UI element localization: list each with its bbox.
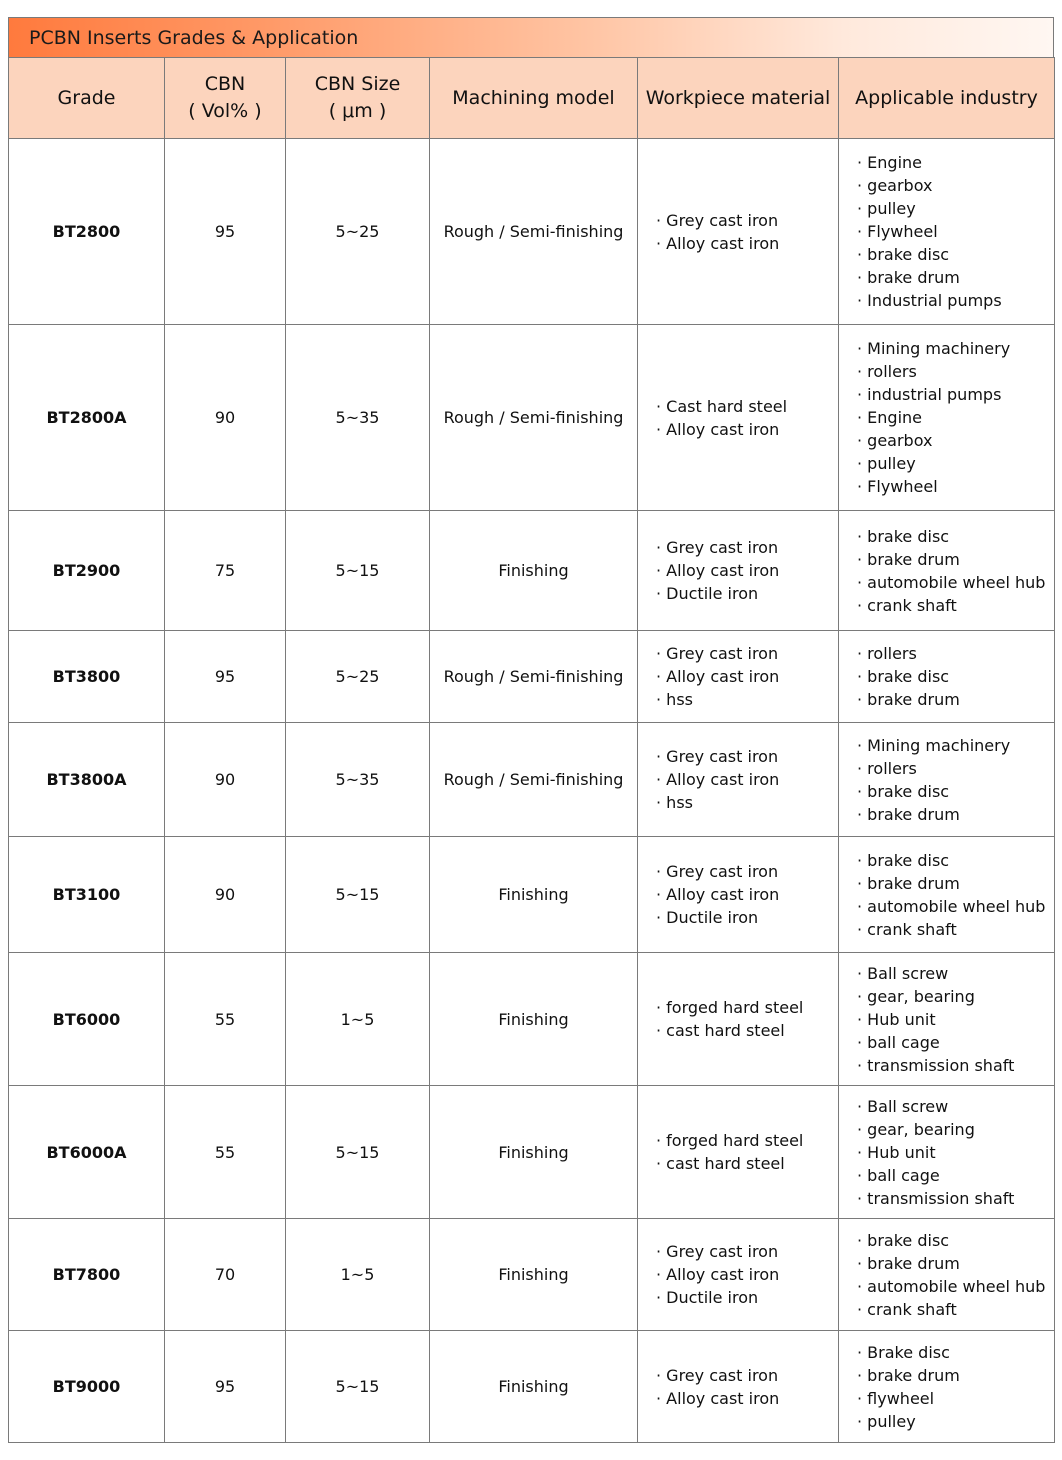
list-item: · Ball screw: [857, 962, 1054, 985]
list-item: · Flywheel: [857, 220, 1054, 243]
grade-cell: BT2800: [9, 139, 165, 325]
list-item: · Alloy cast iron: [656, 883, 838, 906]
material-list: [656, 1240, 838, 1309]
list-item: · Alloy cast iron: [656, 559, 838, 582]
cbn-cell: 55: [165, 953, 286, 1086]
grade-cell: BT3800: [9, 631, 165, 723]
list-item: · gear, bearing: [857, 985, 1054, 1008]
list-item: · Cast hard steel: [656, 395, 838, 418]
table-row: [9, 723, 1055, 837]
list-item: · Grey cast iron: [656, 1240, 838, 1263]
list-item: · automobile wheel hub: [857, 1275, 1054, 1298]
table-title: PCBN Inserts Grades & Application: [8, 17, 1054, 57]
header-machining-model: Machining model: [430, 58, 638, 139]
list-item: · Mining machinery: [857, 734, 1054, 757]
list-item: · Grey cast iron: [656, 536, 838, 559]
cbn-cell: 90: [165, 723, 286, 837]
material-list: [656, 1364, 838, 1410]
list-item: · rollers: [857, 360, 1054, 383]
workpiece-material-cell: [638, 953, 839, 1086]
grade-cell: BT7800: [9, 1219, 165, 1331]
machining-model-cell: Rough / Semi-finishing: [430, 631, 638, 723]
list-item: · automobile wheel hub: [857, 571, 1054, 594]
machining-model-cell: Finishing: [430, 837, 638, 953]
list-item: · gearbox: [857, 429, 1054, 452]
workpiece-material-cell: [638, 1219, 839, 1331]
grade-cell: BT6000: [9, 953, 165, 1086]
workpiece-material-cell: [638, 511, 839, 631]
workpiece-material-cell: [638, 631, 839, 723]
cbn-cell: 95: [165, 631, 286, 723]
list-item: · Alloy cast iron: [656, 768, 838, 791]
list-item: · brake drum: [857, 1364, 1054, 1387]
table-row: [9, 511, 1055, 631]
machining-model-cell: Rough / Semi-finishing: [430, 139, 638, 325]
applicable-industry-cell: [839, 139, 1055, 325]
list-item: · brake drum: [857, 688, 1054, 711]
cbn-size-cell: 1~5: [286, 953, 430, 1086]
machining-model-cell: Finishing: [430, 1331, 638, 1443]
cbn-size-cell: 5~15: [286, 1331, 430, 1443]
list-item: · Alloy cast iron: [656, 1387, 838, 1410]
applicable-industry-cell: [839, 1219, 1055, 1331]
grade-cell: BT3800A: [9, 723, 165, 837]
table-body: [9, 139, 1055, 1443]
table-row: [9, 953, 1055, 1086]
list-item: · Grey cast iron: [656, 745, 838, 768]
list-item: · gear, bearing: [857, 1118, 1054, 1141]
industry-list: [857, 642, 1054, 711]
industry-list: [857, 525, 1054, 617]
list-item: · Industrial pumps: [857, 289, 1054, 312]
cbn-size-cell: 5~15: [286, 837, 430, 953]
list-item: · brake drum: [857, 1252, 1054, 1275]
table-row: [9, 325, 1055, 511]
cbn-cell: 70: [165, 1219, 286, 1331]
list-item: · pulley: [857, 452, 1054, 475]
industry-list: [857, 1341, 1054, 1433]
list-item: · brake drum: [857, 548, 1054, 571]
cbn-cell: 75: [165, 511, 286, 631]
list-item: · brake disc: [857, 1229, 1054, 1252]
grades-table: [8, 57, 1055, 1443]
cbn-size-cell: 5~35: [286, 723, 430, 837]
cbn-size-cell: 5~25: [286, 631, 430, 723]
list-item: · brake disc: [857, 665, 1054, 688]
list-item: · transmission shaft: [857, 1054, 1054, 1077]
cbn-cell: 95: [165, 1331, 286, 1443]
list-item: · ball cage: [857, 1031, 1054, 1054]
machining-model-cell: Finishing: [430, 1219, 638, 1331]
list-item: · Mining machinery: [857, 337, 1054, 360]
list-item: · pulley: [857, 197, 1054, 220]
cbn-size-cell: 5~35: [286, 325, 430, 511]
applicable-industry-cell: [839, 723, 1055, 837]
cbn-cell: 90: [165, 325, 286, 511]
grade-cell: BT3100: [9, 837, 165, 953]
grades-table-container: [8, 17, 1054, 1443]
workpiece-material-cell: [638, 837, 839, 953]
list-item: · Flywheel: [857, 475, 1054, 498]
cbn-size-cell: 5~15: [286, 1086, 430, 1219]
cbn-size-cell: 5~25: [286, 139, 430, 325]
workpiece-material-cell: [638, 325, 839, 511]
applicable-industry-cell: [839, 837, 1055, 953]
industry-list: [857, 337, 1054, 498]
machining-model-cell: Finishing: [430, 953, 638, 1086]
list-item: · Ductile iron: [656, 1286, 838, 1309]
list-item: · gearbox: [857, 174, 1054, 197]
list-item: · Grey cast iron: [656, 1364, 838, 1387]
machining-model-cell: Finishing: [430, 1086, 638, 1219]
list-item: · Alloy cast iron: [656, 665, 838, 688]
material-list: [656, 642, 838, 711]
header-applicable-industry: Applicable industry: [839, 58, 1055, 139]
cbn-cell: 95: [165, 139, 286, 325]
list-item: · Engine: [857, 151, 1054, 174]
list-item: · Hub unit: [857, 1008, 1054, 1031]
table-row: [9, 631, 1055, 723]
list-item: · forged hard steel: [656, 1129, 838, 1152]
list-item: · forged hard steel: [656, 996, 838, 1019]
table-row: [9, 139, 1055, 325]
table-row: [9, 1331, 1055, 1443]
list-item: · Ductile iron: [656, 582, 838, 605]
list-item: · brake disc: [857, 243, 1054, 266]
list-item: · Grey cast iron: [656, 642, 838, 665]
machining-model-cell: Rough / Semi-finishing: [430, 325, 638, 511]
material-list: [656, 996, 838, 1042]
grade-cell: BT9000: [9, 1331, 165, 1443]
applicable-industry-cell: [839, 1331, 1055, 1443]
applicable-industry-cell: [839, 1086, 1055, 1219]
list-item: · Grey cast iron: [656, 860, 838, 883]
machining-model-cell: Finishing: [430, 511, 638, 631]
list-item: · Alloy cast iron: [656, 418, 838, 441]
list-item: · Grey cast iron: [656, 209, 838, 232]
list-item: · industrial pumps: [857, 383, 1054, 406]
list-item: · brake disc: [857, 525, 1054, 548]
list-item: · brake disc: [857, 780, 1054, 803]
applicable-industry-cell: [839, 325, 1055, 511]
list-item: · Alloy cast iron: [656, 1263, 838, 1286]
header-cbn: CBN ( Vol% ): [165, 58, 286, 139]
industry-list: [857, 151, 1054, 312]
list-item: · brake drum: [857, 266, 1054, 289]
industry-list: [857, 1095, 1054, 1210]
list-item: · transmission shaft: [857, 1187, 1054, 1210]
list-item: · hss: [656, 791, 838, 814]
list-item: · brake drum: [857, 803, 1054, 826]
grade-cell: BT2800A: [9, 325, 165, 511]
list-item: · pulley: [857, 1410, 1054, 1433]
list-item: · Ball screw: [857, 1095, 1054, 1118]
list-item: · flywheel: [857, 1387, 1054, 1410]
table-row: [9, 837, 1055, 953]
machining-model-cell: Rough / Semi-finishing: [430, 723, 638, 837]
workpiece-material-cell: [638, 723, 839, 837]
material-list: [656, 860, 838, 929]
table-row: [9, 1086, 1055, 1219]
industry-list: [857, 962, 1054, 1077]
list-item: · crank shaft: [857, 594, 1054, 617]
applicable-industry-cell: [839, 953, 1055, 1086]
list-item: · Alloy cast iron: [656, 232, 838, 255]
cbn-size-cell: 1~5: [286, 1219, 430, 1331]
grade-cell: BT2900: [9, 511, 165, 631]
industry-list: [857, 849, 1054, 941]
list-item: · crank shaft: [857, 1298, 1054, 1321]
material-list: [656, 209, 838, 255]
applicable-industry-cell: [839, 511, 1055, 631]
list-item: · cast hard steel: [656, 1019, 838, 1042]
material-list: [656, 395, 838, 441]
header-grade: Grade: [9, 58, 165, 139]
material-list: [656, 536, 838, 605]
list-item: · hss: [656, 688, 838, 711]
list-item: · Brake disc: [857, 1341, 1054, 1364]
list-item: · ball cage: [857, 1164, 1054, 1187]
cbn-size-cell: 5~15: [286, 511, 430, 631]
list-item: · crank shaft: [857, 918, 1054, 941]
workpiece-material-cell: [638, 1331, 839, 1443]
grade-cell: BT6000A: [9, 1086, 165, 1219]
list-item: · Ductile iron: [656, 906, 838, 929]
list-item: · cast hard steel: [656, 1152, 838, 1175]
list-item: · rollers: [857, 642, 1054, 665]
header-workpiece-material: Workpiece material: [638, 58, 839, 139]
workpiece-material-cell: [638, 139, 839, 325]
list-item: · automobile wheel hub: [857, 895, 1054, 918]
industry-list: [857, 1229, 1054, 1321]
header-cbn-size: CBN Size ( μm ): [286, 58, 430, 139]
workpiece-material-cell: [638, 1086, 839, 1219]
table-row: [9, 1219, 1055, 1331]
list-item: · brake drum: [857, 872, 1054, 895]
applicable-industry-cell: [839, 631, 1055, 723]
header-row: [9, 58, 1055, 139]
cbn-cell: 55: [165, 1086, 286, 1219]
cbn-cell: 90: [165, 837, 286, 953]
list-item: · brake disc: [857, 849, 1054, 872]
list-item: · rollers: [857, 757, 1054, 780]
list-item: · Engine: [857, 406, 1054, 429]
material-list: [656, 1129, 838, 1175]
list-item: · Hub unit: [857, 1141, 1054, 1164]
material-list: [656, 745, 838, 814]
industry-list: [857, 734, 1054, 826]
